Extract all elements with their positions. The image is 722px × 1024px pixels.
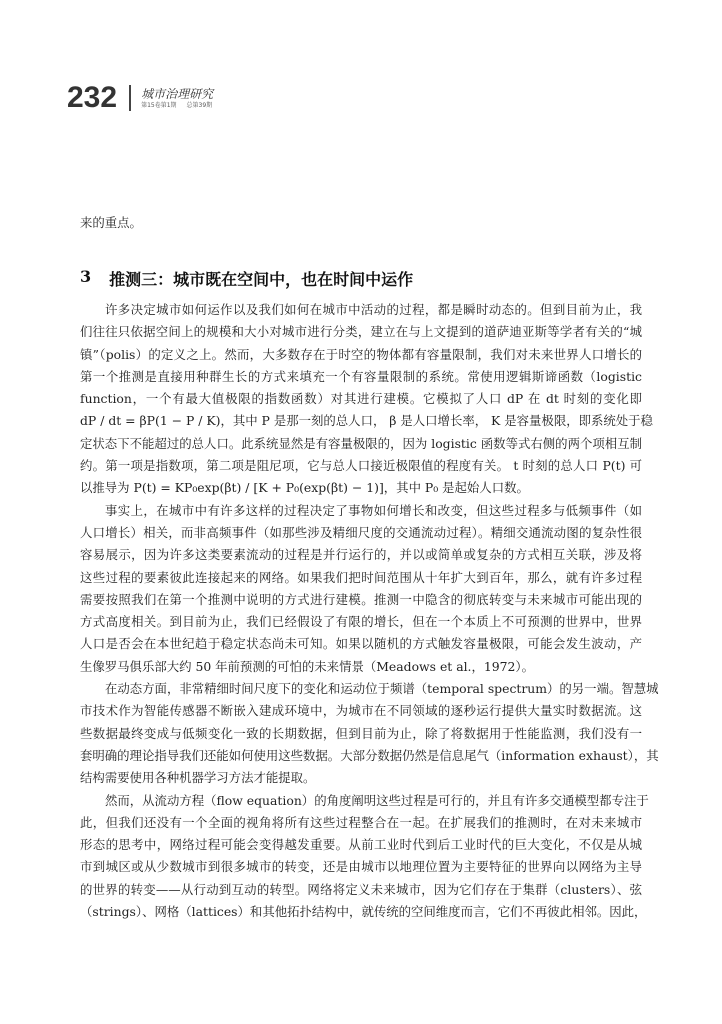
text-line: 形态的思考中，网络过程可能会变得越发重要。从前工业时代到后工业时代的巨大变化，不仅是从城 [80,837,642,853]
text-line: 市到城区或从少数城市到很多城市的转变，还是由城市以地理位置为主要特征的世界向以网络为主导 [80,859,642,875]
text-line: 镇”（polis）的定义之上。然而，大多数存在于时空的物体都有容量限制，我们对未来世界人口增长的 [80,346,642,362]
paragraph-1 [80,299,653,500]
paragraph-3 [80,678,659,789]
text-line: （strings）、网格（lattices）和其他拓扑结构中，就传统的空间维度而言，它们不再彼此相邻。因此， [80,904,647,920]
text-line: 约。第一项是指数项，第二项是阻尼项，它与总人口接近极限值的程度有关。 t 时刻的总人口 P(t) 可 [80,458,642,474]
text-line: 定状态下不能超过的总人口。此系统显然是有容量极限的，因为 logistic 函数等式右侧的两个项相互制 [80,435,642,451]
text-line: 然而，从流动方程（flow equation）的角度阐明这些过程是可行的，并且有许多交通模型都专注于 [105,792,649,808]
text-line: 生像罗马俱乐部大约 50 年前预测的可怕的未来情景（Meadows et al.，1972）。 [80,658,534,674]
text-line: function，一个有最大值极限的指数函数）对其进行建模。它模拟了人口 dP 在 dt 时刻的变化即 [80,391,642,407]
text-line: 结构需要使用各种机器学习方法才能提取。 [80,770,316,786]
text-line: 以推导为 P(t) = KP₀exp(βt) / [K + P₀(exp(βt) − 1)]，其中 P₀ 是起始人口数。 [80,480,529,496]
text-line: 在动态方面，非常精细时间尺度下的变化和运动位于频谱（temporal spectrum）的另一端。智慧城 [105,681,659,697]
text-line: 事实上，在城市中有许多这样的过程决定了事物如何增长和改变，但这些过程多与低频事件（如 [105,502,642,518]
paragraph-4 [80,790,649,924]
text-line: 此，但我们还没有一个全面的视角将所有这些过程整合在一起。在扩展我们的推测时，在对未来城市 [80,814,642,830]
text-line: 这些过程的要素彼此连接起来的网络。如果我们把时间范围从十年扩大到百年，那么，就有许多过程 [80,569,642,585]
page-number: 232 [67,81,118,114]
journal-name: 城市治理研究 [141,86,214,101]
text-line: 需要按照我们在第一个推测中说明的方式进行建模。推测一中隐含的彻底转变与未来城市可能出现的 [80,591,642,607]
paragraph-2 [80,500,642,678]
text-line: 们往往只依据空间上的规模和大小对城市进行分类，建立在与上文提到的道萨迪亚斯等学者有关的“城 [80,324,642,340]
text-line: 的世界的转变——从行动到互动的转型。网络将定义未来城市，因为它们存在于集群（clusters）、弦 [80,881,642,897]
text-line: 些数据最终变成与低频变化一致的长期数据，但到目前为止，除了将数据用于性能监测，我们没有一 [80,725,642,741]
text-line: 容易展示，因为许多这类要素流动的过程是并行运行的，并以或简单或复杂的方式相互关联，涉及将 [80,547,642,563]
carry-over-line: 来的重点。 [80,215,142,230]
text-line: dP / dt = βP(1 − P / K)，其中 P 是那一刻的总人口， β 是人口增长率， K 是容量极限，即系统处于稳 [80,413,653,429]
section-heading [80,267,413,290]
text-line: 人口是否会在本世纪趋于稳定状态尚未可知。如果以随机的方式触发容量极限，可能会发生波动，产 [80,636,642,652]
section-number: 3 [80,267,92,286]
text-line: 方式高度相关。到目前为止，我们已经假设了有限的增长，但在一个本质上不可预测的世界中，世界 [80,614,642,630]
section-title: 推测三：城市既在空间中，也在时间中运作 [109,270,414,289]
text-line: 许多决定城市如何运作以及我们如何在城市中活动的过程，都是瞬时动态的。但到目前为止，我 [105,302,642,317]
total-issue: 总第39期 [186,101,213,109]
volume-issue: 第15卷第1期 [141,101,177,109]
text-line: 市技术作为智能传感器不断嵌入建成环境中，为城市在不同领域的逐秒运行提供大量实时数据流。这 [80,703,642,719]
journal-info [141,87,213,110]
issue-line [141,101,213,110]
text-line: 第一个推测是直接用种群生长的方式来填充一个有容量限制的系统。常使用逻辑斯谛函数（logistic [80,368,642,384]
page-header [67,78,213,118]
section-body [80,299,659,923]
carry-over-text [80,212,642,234]
text-line: 人口增长）相关，而非高频事件（如那些涉及精细尺度的交通流动过程）。精细交通流动图的复杂性很 [80,524,642,540]
header-divider [129,85,131,111]
text-line: 套明确的理论指导我们还能如何使用这些数据。大部分数据仍然是信息尾气（information exhaust），其 [80,747,659,763]
